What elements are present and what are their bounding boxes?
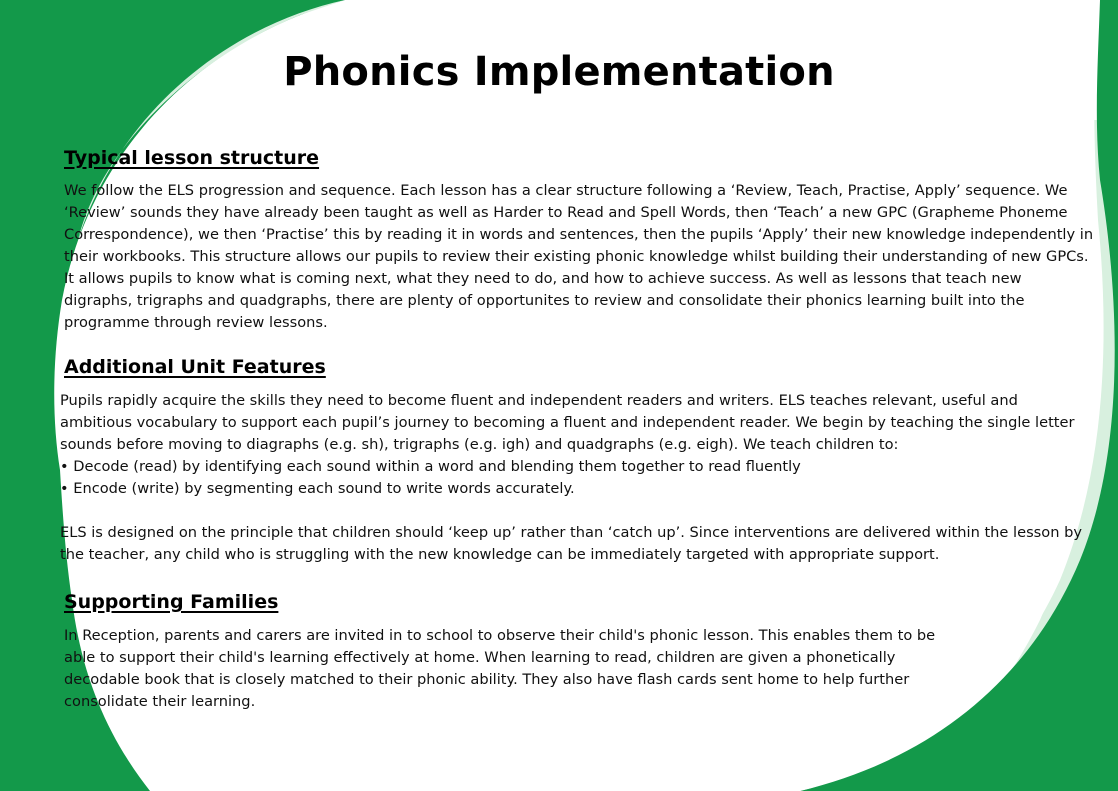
page-title: Phonics Implementation <box>283 49 835 95</box>
section-heading-additional-features: Additional Unit Features <box>64 356 326 378</box>
bullet-encode: • Encode (write) by segmenting each sound to write words accurately. <box>60 480 575 497</box>
additional-features-intro: Pupils rapidly acquire the skills they need to become fluent and independent readers and writers. ELS teaches relevant, useful and ambitious vocabulary to support each pupil’s journey to becoming a fluent and independent reader. We begin by teaching the single letter sounds before moving to diagraphs (e.g. sh), trigraphs (e.g. igh) and quadgraphs (e.g. eigh). We teach children to: <box>60 392 1075 453</box>
supporting-families-paragraph: In Reception, parents and carers are invited in to school to observe their child's phonic lesson. This enables them to be able to support their child's learning effectively at home. When learning to read, children are given a phonetically decodable book that is closely matched to their phonic ability. They also have flash cards sent home to help further consolidate their learning. <box>64 627 936 710</box>
section-heading-supporting-families: Supporting Families <box>64 591 279 613</box>
additional-features-block <box>60 390 1094 500</box>
additional-features-closing: ELS is designed on the principle that children should ‘keep up’ rather than ‘catch up’. Since interventions are delivered within the lesson by the teacher, any child who is struggling with the new knowledge can be immediately targeted with appropriate support. <box>60 524 1083 563</box>
section-heading-lesson-structure: Typical lesson structure <box>64 147 320 169</box>
lesson-structure-paragraph: We follow the ELS progression and sequence. Each lesson has a clear structure following a ‘Review, Teach, Practise, Apply’ sequence. We ‘Review’ sounds they have already been taught as well as Harder to Read and Spell Words, then ‘Teach’ a new GPC (Grapheme Phoneme Correspondence), we then ‘Practise’ this by reading it in words and sentences, then the pupils ‘Apply’ their new knowledge independently in their workbooks. This structure allows our pupils to review their existing phonic knowledge whilst building their understanding of new GPCs. It allows pupils to know what is coming next, what they need to do, and how to achieve success. As well as lessons that teach new digraphs, trigraphs and quadgraphs, there are plenty of opportunites to review and consolidate their phonics learning built into the programme through review lessons. <box>64 182 1094 331</box>
bullet-decode: • Decode (read) by identifying each sound within a word and blending them together to read fluently <box>60 458 801 475</box>
